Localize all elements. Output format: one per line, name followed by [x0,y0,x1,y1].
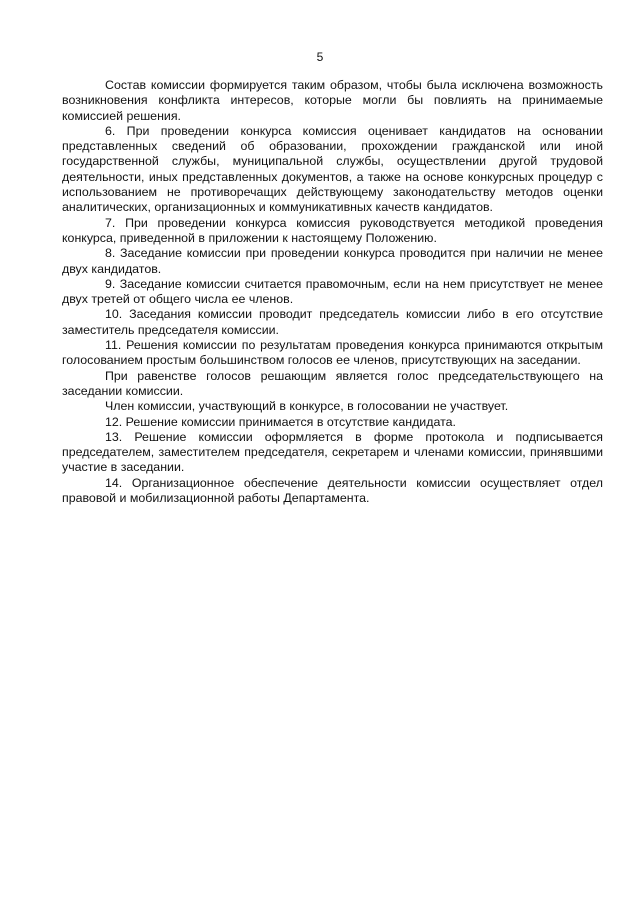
paragraph-item-12: 12. Решение комиссии принимается в отсутствие кандидата. [105,414,456,429]
paragraph-tie-vote: При равенстве голосов решающим является голос председательствующего на заседании комиссии. [62,368,603,398]
page-number: 5 [316,50,324,64]
paragraph-item-10: 10. Заседания комиссии проводит председатель комиссии либо в его отсутствие заместитель председателя комиссии. [62,307,603,337]
paragraph-item-6: 6. При проведении конкурса комиссия оценивает кандидатов на основании представленных сведений об образовании, прохождении гражданской или иной государственной службы, муниципальной службы, осуществлении другой трудовой деятельности, иных представленных документов, а также на основе конкурсных процедур с использованием не противоречащих действующему законодательству методов оценки аналитических, организационных и коммуникативных качеств кандидатов. [62,123,603,215]
paragraph-member-abstention: Член комиссии, участвующий в конкурсе, в голосовании не участвует. [105,399,509,414]
document-body [62,78,603,506]
paragraph-item-13: 13. Решение комиссии оформляется в форме протокола и подписывается председателем, заместителем председателя, секретарем и членами комиссии, принявшими участие в заседании. [62,429,603,475]
paragraph-item-9: 9. Заседание комиссии считается правомочным, если на нем присутствует не менее двух третей от общего числа ее членов. [62,276,603,307]
paragraph-commission-composition: Состав комиссии формируется таким образом, чтобы была исключена возможность возникновения конфликта интересов, которые могли бы повлиять на принимаемые комиссией решения. [62,78,603,123]
paragraph-item-11: 11. Решения комиссии по результатам проведения конкурса принимаются открытым голосованием простым большинством голосов ее членов, присутствующих на заседании. [62,338,603,368]
paragraph-item-14: 14. Организационное обеспечение деятельности комиссии осуществляет отдел правовой и мобилизационной работы Департамента. [62,475,603,506]
paragraph-item-7: 7. При проведении конкурса комиссия руководствуется методикой проведения конкурса, приведенной в приложении к настоящему Положению. [62,215,603,245]
paragraph-item-8: 8. Заседание комиссии при проведении конкурса проводится при наличии не менее двух кандидатов. [62,246,603,276]
